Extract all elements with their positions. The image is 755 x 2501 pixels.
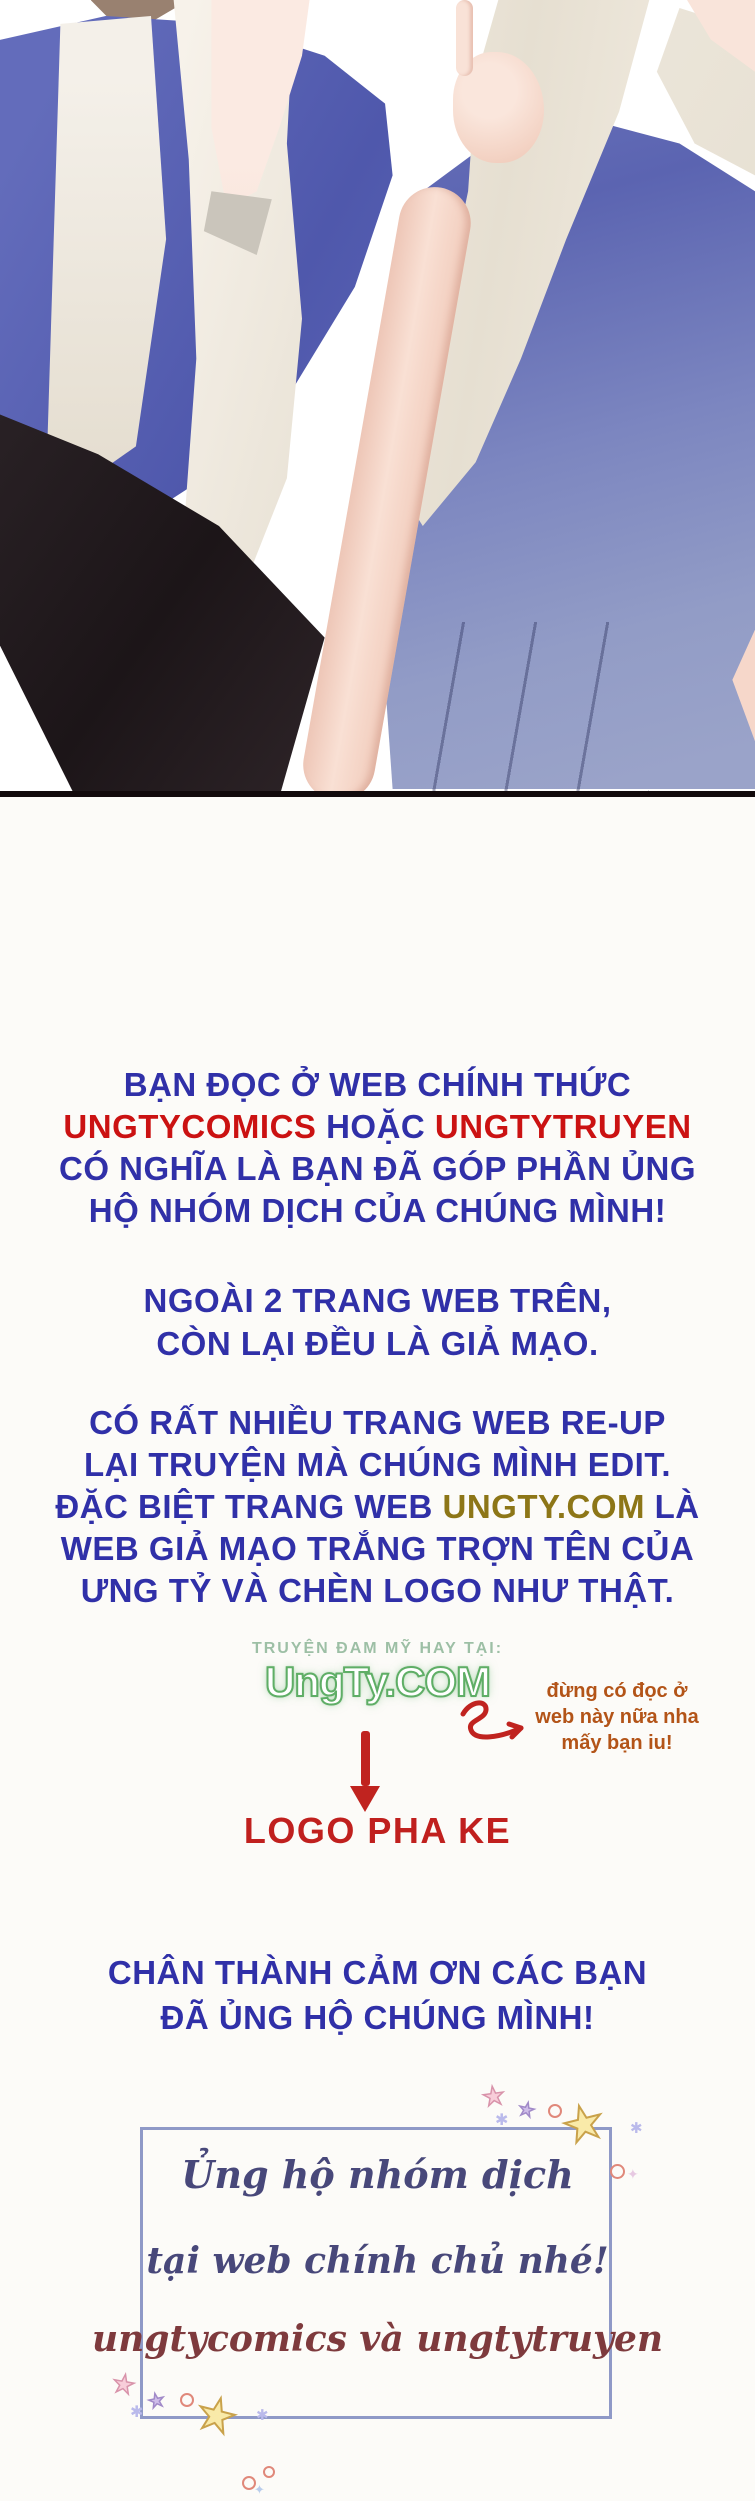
- ring-icon: [610, 2164, 625, 2179]
- pink-star-icon: ★: [109, 2368, 138, 2402]
- sparkle-icon: ✱: [495, 2110, 509, 2129]
- shh-finger: [456, 0, 473, 76]
- intro-line-2-mid: HOẶC: [316, 1108, 435, 1145]
- fake-logo-wordmark: UngTy.COM: [264, 1658, 491, 1705]
- annotation-line-1: đừng có đọc ở: [546, 1680, 688, 1702]
- fake-logo-label: LOGO PHA KE: [243, 1810, 512, 1851]
- reup-line-5: ƯNG TỶ VÀ CHÈN LOGO NHƯ THẬT.: [80, 1572, 675, 1609]
- panel-divider-line: [0, 791, 755, 797]
- reup-line-4: WEB GIẢ MẠO TRẮNG TRỢN TÊN CỦA: [60, 1530, 695, 1567]
- thanks-line-1: CHÂN THÀNH CẢM ƠN CÁC BẠN: [107, 1954, 648, 1991]
- support-line-1: Ủng hộ nhóm dịch: [181, 2152, 574, 2197]
- intro-line-2: [0, 1106, 755, 1148]
- ring-icon: [263, 2466, 275, 2478]
- sparkle-icon: ✱: [130, 2402, 144, 2421]
- warning-line-2: CÒN LẠI ĐỀU LÀ GIẢ MẠO.: [156, 1325, 599, 1362]
- site-name-ungtycomics: UNGTYCOMICS: [63, 1108, 317, 1145]
- artwork: [0, 0, 755, 797]
- yellow-star-icon: ★: [190, 2383, 244, 2447]
- purple-star-icon: ★: [145, 2388, 168, 2414]
- sparkle-icon: ✦: [627, 2167, 639, 2183]
- annotation-line-3: mấy bạn iu!: [561, 1732, 673, 1754]
- warning-line-1: NGOÀI 2 TRANG WEB TRÊN,: [143, 1282, 612, 1319]
- sparkle-icon: ✱: [630, 2119, 643, 2137]
- reup-line-1: CÓ RẤT NHIỀU TRANG WEB RE-UP: [89, 1404, 666, 1441]
- shirt-fold-lines: [393, 622, 650, 797]
- intro-line-1: BẠN ĐỌC Ở WEB CHÍNH THỨC: [123, 1066, 632, 1103]
- support-line-3: ungtycomics và ungtytruyen: [91, 2318, 664, 2360]
- sparkle-icon: ✦: [254, 2483, 265, 2498]
- reup-line-3-pre: ĐẶC BIỆT TRANG WEB: [55, 1488, 443, 1525]
- thanks-line-2: ĐÃ ỦNG HỘ CHÚNG MÌNH!: [160, 1999, 595, 2036]
- purple-star-icon: ★: [516, 2097, 538, 2123]
- reup-line-3-post: LÀ: [644, 1488, 700, 1525]
- fake-logo-tagline: TRUYỆN ĐAM MỸ HAY TẠI:: [251, 1640, 504, 1657]
- support-line-2: tại web chính chủ nhé!: [146, 2240, 609, 2282]
- site-name-ungtytruyen: UNGTYTRUYEN: [434, 1108, 692, 1145]
- yellow-star-icon: ★: [555, 2091, 612, 2157]
- intro-line-4: HỘ NHÓM DỊCH CỦA CHÚNG MÌNH!: [88, 1192, 667, 1229]
- pink-star-icon: ★: [480, 2080, 508, 2114]
- reup-text-block: [0, 1402, 755, 1612]
- reup-line-3: [0, 1486, 755, 1528]
- warning-text-block: [0, 1279, 755, 1365]
- annotation-line-2: web này nữa nha: [535, 1706, 699, 1728]
- down-arrow-icon: [350, 1731, 380, 1812]
- sparkle-icon: ✱: [256, 2406, 269, 2424]
- intro-line-3: CÓ NGHĨA LÀ BẠN ĐÃ GÓP PHẦN ỦNG: [58, 1150, 697, 1187]
- reup-line-2: LẠI TRUYỆN MÀ CHÚNG MÌNH EDIT.: [84, 1446, 671, 1483]
- annotation-note: [527, 1678, 707, 1756]
- ring-icon: [180, 2393, 194, 2407]
- thanks-text-block: [0, 1950, 755, 2040]
- fake-site-name: UNGTY.COM: [442, 1488, 645, 1525]
- intro-text-block: [0, 1064, 755, 1232]
